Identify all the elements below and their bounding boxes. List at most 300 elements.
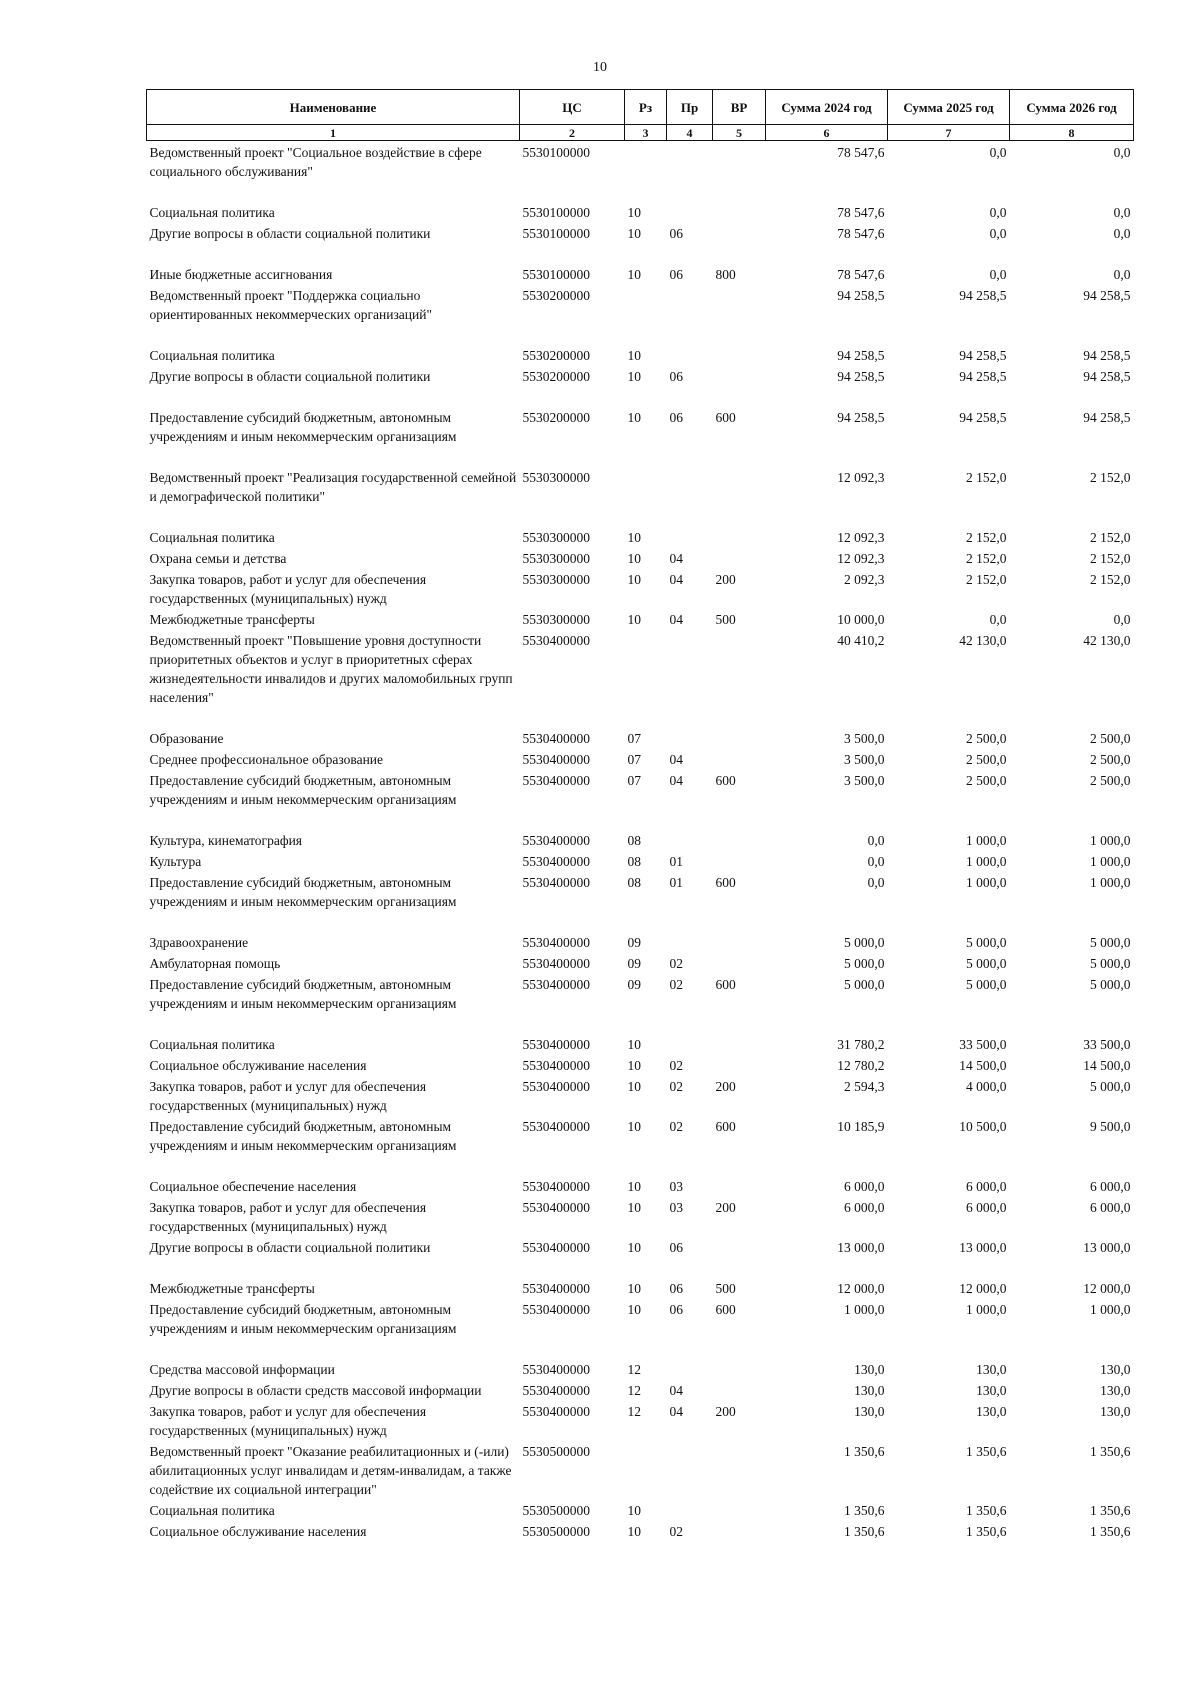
cell-cs: 5530400000: [522, 1037, 590, 1052]
cell-rz: 07: [627, 752, 641, 767]
cell-pr: [667, 201, 713, 222]
cell-sum-2026: 2 152,0: [1090, 530, 1131, 545]
table-row: [147, 608, 1134, 629]
cell-sum-2026: 42 130,0: [1083, 633, 1131, 648]
cell-name: Закупка товаров, работ и услуг для обеспечения государственных (муниципальных) нужд: [149, 1079, 427, 1113]
cell-name: Межбюджетные трансферты: [149, 612, 315, 627]
cell-sum-2025: 1 350,6: [966, 1524, 1007, 1539]
cell-vr: [713, 1175, 766, 1196]
cell-sum-2026: 130,0: [1100, 1404, 1131, 1419]
table-row: [147, 1520, 1134, 1541]
cell-sum-2024: 3 500,0: [844, 752, 885, 767]
cell-rz: 07: [627, 731, 641, 746]
cell-pr: 01: [669, 875, 683, 890]
cell-cs: 5530400000: [522, 1119, 590, 1134]
cell-sum-2025: 1 000,0: [966, 854, 1007, 869]
cell-sum-2026: 0,0: [1113, 205, 1131, 220]
cell-vr: 500: [715, 1281, 736, 1296]
cell-rz: 12: [627, 1383, 641, 1398]
cell-vr: 200: [715, 1079, 736, 1094]
cell-rz: 08: [627, 854, 641, 869]
cell-cs: 5530400000: [522, 1383, 590, 1398]
cell-sum-2025: 94 258,5: [959, 288, 1007, 303]
cell-vr: 600: [715, 1119, 736, 1134]
cell-rz: 10: [627, 348, 641, 363]
cell-cs: 5530100000: [522, 226, 590, 241]
cell-pr: 04: [669, 551, 683, 566]
cell-sum-2025: 0,0: [989, 267, 1007, 282]
cell-cs: 5530300000: [522, 612, 590, 627]
cell-cs: 5530400000: [522, 1302, 590, 1317]
cell-name: Социальная политика: [149, 1037, 275, 1052]
cell-vr: [713, 526, 766, 547]
cell-pr: [667, 526, 713, 547]
table-row: [147, 1115, 1134, 1175]
cell-name: Социальная политика: [149, 205, 275, 220]
cell-sum-2026: 2 152,0: [1090, 572, 1131, 587]
cell-sum-2026: 0,0: [1113, 267, 1131, 282]
cell-sum-2025: 0,0: [989, 205, 1007, 220]
cell-sum-2025: 130,0: [976, 1383, 1007, 1398]
cell-sum-2025: 33 500,0: [959, 1037, 1007, 1052]
cell-sum-2025: 13 000,0: [959, 1240, 1007, 1255]
cell-sum-2026: 9 500,0: [1090, 1119, 1131, 1134]
cell-cs: 5530100000: [522, 205, 590, 220]
table-row: [147, 769, 1134, 829]
cell-sum-2024: 94 258,5: [837, 369, 885, 384]
cell-sum-2025: 0,0: [989, 612, 1007, 627]
cell-sum-2024: 78 547,6: [837, 226, 885, 241]
table-row: [147, 568, 1134, 608]
table-row: [147, 466, 1134, 526]
cell-sum-2025: 12 000,0: [959, 1281, 1007, 1296]
cell-sum-2024: 1 350,6: [844, 1503, 885, 1518]
cell-name: Охрана семьи и детства: [149, 551, 287, 566]
cell-pr: 06: [669, 226, 683, 241]
cell-sum-2026: 5 000,0: [1090, 977, 1131, 992]
cell-cs: 5530200000: [522, 369, 590, 384]
cell-cs: 5530100000: [522, 267, 590, 282]
cell-rz: 12: [627, 1404, 641, 1419]
cell-cs: 5530400000: [522, 1362, 590, 1377]
cell-vr: [713, 141, 766, 202]
cell-cs: 5530200000: [522, 348, 590, 363]
cell-vr: 200: [715, 1404, 736, 1419]
cell-sum-2026: 0,0: [1113, 226, 1131, 241]
cell-sum-2025: 94 258,5: [959, 369, 1007, 384]
table-row: [147, 365, 1134, 406]
table-row: [147, 1499, 1134, 1520]
cell-sum-2024: 94 258,5: [837, 410, 885, 425]
column-number: 3: [625, 125, 667, 141]
table-row: [147, 344, 1134, 365]
cell-pr: 06: [669, 410, 683, 425]
cell-pr: 06: [669, 1281, 683, 1296]
page-number: 10: [593, 60, 607, 75]
cell-name: Предоставление субсидий бюджетным, автономным учреждениям и иным некоммерческим организациям: [149, 773, 457, 807]
cell-rz: [625, 284, 667, 344]
cell-sum-2026: 94 258,5: [1083, 369, 1131, 384]
cell-sum-2025: 2 152,0: [966, 530, 1007, 545]
cell-sum-2026: 1 000,0: [1090, 1302, 1131, 1317]
cell-name: Социальное обеспечение населения: [149, 1179, 357, 1194]
cell-pr: [667, 466, 713, 526]
cell-name: Социальная политика: [149, 1503, 275, 1518]
table-row: [147, 1075, 1134, 1115]
cell-name: Средства массовой информации: [149, 1362, 335, 1377]
cell-vr: [713, 1054, 766, 1075]
cell-sum-2026: 1 000,0: [1090, 854, 1131, 869]
cell-name: Культура, кинематография: [149, 833, 303, 848]
cell-rz: 09: [627, 977, 641, 992]
cell-sum-2024: 94 258,5: [837, 348, 885, 363]
cell-name: Предоставление субсидий бюджетным, автономным учреждениям и иным некоммерческим организациям: [149, 1119, 457, 1153]
cell-name: Предоставление субсидий бюджетным, автономным учреждениям и иным некоммерческим организациям: [149, 977, 457, 1011]
cell-rz: 07: [627, 773, 641, 788]
table-row: [147, 1358, 1134, 1379]
cell-cs: 5530400000: [522, 956, 590, 971]
cell-rz: 10: [627, 530, 641, 545]
table-row: [147, 1033, 1134, 1054]
cell-vr: [713, 344, 766, 365]
cell-sum-2025: 130,0: [976, 1362, 1007, 1377]
cell-vr: 200: [715, 572, 736, 587]
cell-pr: [667, 629, 713, 727]
cell-pr: [667, 1440, 713, 1499]
cell-sum-2024: 12 092,3: [837, 551, 885, 566]
cell-pr: 04: [669, 572, 683, 587]
cell-name: Иные бюджетные ассигнования: [149, 267, 333, 282]
cell-sum-2024: 6 000,0: [844, 1179, 885, 1194]
cell-sum-2026: 1 000,0: [1090, 875, 1131, 890]
table-row: [147, 1054, 1134, 1075]
cell-rz: 08: [627, 875, 641, 890]
cell-cs: 5530400000: [522, 1200, 590, 1215]
column-number: 7: [888, 125, 1010, 141]
cell-rz: 12: [627, 1362, 641, 1377]
cell-cs: 5530400000: [522, 935, 590, 950]
cell-sum-2024: 2 594,3: [844, 1079, 885, 1094]
header-rz: Рз: [625, 90, 667, 125]
cell-vr: [713, 1033, 766, 1054]
cell-sum-2026: 94 258,5: [1083, 288, 1131, 303]
cell-sum-2026: 2 152,0: [1090, 470, 1131, 485]
cell-pr: 06: [669, 369, 683, 384]
cell-cs: 5530400000: [522, 1240, 590, 1255]
cell-sum-2026: 13 000,0: [1083, 1240, 1131, 1255]
cell-vr: 200: [715, 1200, 736, 1215]
cell-pr: 04: [669, 612, 683, 627]
table-row: [147, 1236, 1134, 1277]
cell-cs: 5530300000: [522, 572, 590, 587]
cell-sum-2024: 130,0: [854, 1362, 885, 1377]
cell-sum-2026: 94 258,5: [1083, 410, 1131, 425]
cell-name: Амбулаторная помощь: [149, 956, 281, 971]
header-sum-2024: Сумма 2024 год: [766, 90, 888, 125]
table-row: [147, 748, 1134, 769]
cell-vr: 800: [715, 267, 736, 282]
cell-sum-2025: 2 152,0: [966, 551, 1007, 566]
cell-vr: [713, 931, 766, 952]
cell-sum-2025: 2 500,0: [966, 773, 1007, 788]
cell-sum-2026: 0,0: [1113, 145, 1131, 160]
cell-sum-2024: 5 000,0: [844, 935, 885, 950]
cell-sum-2024: 6 000,0: [844, 1200, 885, 1215]
cell-cs: 5530400000: [522, 1058, 590, 1073]
cell-cs: 5530400000: [522, 875, 590, 890]
cell-vr: [713, 201, 766, 222]
cell-rz: 10: [627, 410, 641, 425]
cell-sum-2024: 3 500,0: [844, 731, 885, 746]
cell-pr: 02: [669, 1079, 683, 1094]
table-row: [147, 201, 1134, 222]
cell-sum-2025: 2 500,0: [966, 731, 1007, 746]
column-number: 5: [713, 125, 766, 141]
cell-vr: 500: [715, 612, 736, 627]
table-row: [147, 1379, 1134, 1400]
cell-rz: 10: [627, 267, 641, 282]
cell-vr: 600: [715, 773, 736, 788]
cell-vr: [713, 727, 766, 748]
cell-rz: 10: [627, 1079, 641, 1094]
cell-rz: 09: [627, 956, 641, 971]
cell-sum-2026: 2 152,0: [1090, 551, 1131, 566]
cell-rz: 09: [627, 935, 641, 950]
cell-sum-2024: 0,0: [867, 854, 885, 869]
table-row: [147, 263, 1134, 284]
table-body: [147, 141, 1134, 1542]
cell-sum-2025: 2 500,0: [966, 752, 1007, 767]
cell-sum-2025: 1 350,6: [966, 1444, 1007, 1459]
cell-cs: 5530400000: [522, 854, 590, 869]
cell-sum-2026: 94 258,5: [1083, 348, 1131, 363]
cell-cs: 5530300000: [522, 530, 590, 545]
cell-cs: 5530500000: [522, 1524, 590, 1539]
table-row: [147, 629, 1134, 727]
table-row: [147, 871, 1134, 931]
cell-sum-2024: 13 000,0: [837, 1240, 885, 1255]
cell-sum-2026: 33 500,0: [1083, 1037, 1131, 1052]
table-row: [147, 931, 1134, 952]
cell-pr: 02: [669, 1119, 683, 1134]
cell-name: Другие вопросы в области социальной политики: [149, 1240, 431, 1255]
column-number: 1: [147, 125, 520, 141]
cell-rz: 10: [627, 1119, 641, 1134]
cell-rz: 10: [627, 1058, 641, 1073]
cell-name: Культура: [149, 854, 202, 869]
cell-name: Социальное обслуживание населения: [149, 1058, 367, 1073]
cell-sum-2024: 1 350,6: [844, 1524, 885, 1539]
cell-pr: 02: [669, 1058, 683, 1073]
cell-sum-2024: 0,0: [867, 833, 885, 848]
cell-sum-2026: 5 000,0: [1090, 935, 1131, 950]
cell-sum-2024: 0,0: [867, 875, 885, 890]
cell-sum-2025: 4 000,0: [966, 1079, 1007, 1094]
table-row: [147, 1175, 1134, 1196]
budget-table: [146, 89, 1134, 1541]
cell-vr: [713, 466, 766, 526]
cell-sum-2025: 130,0: [976, 1404, 1007, 1419]
cell-cs: 5530100000: [522, 145, 590, 160]
cell-sum-2025: 2 152,0: [966, 572, 1007, 587]
cell-name: Межбюджетные трансферты: [149, 1281, 315, 1296]
cell-vr: [713, 1520, 766, 1541]
cell-vr: [713, 1499, 766, 1520]
cell-name: Ведомственный проект "Повышение уровня доступности приоритетных объектов и услуг в приоритетных сферах жизнедеятельности инвалидов и других маломобильных групп населения": [149, 633, 513, 705]
cell-pr: [667, 1033, 713, 1054]
cell-rz: 10: [627, 1200, 641, 1215]
cell-pr: 02: [669, 956, 683, 971]
cell-rz: 10: [627, 1503, 641, 1518]
table-row: [147, 284, 1134, 344]
column-number: 2: [520, 125, 625, 141]
cell-sum-2024: 5 000,0: [844, 977, 885, 992]
cell-sum-2024: 12 000,0: [837, 1281, 885, 1296]
cell-pr: 03: [669, 1179, 683, 1194]
cell-sum-2025: 94 258,5: [959, 348, 1007, 363]
cell-vr: [713, 365, 766, 406]
cell-sum-2025: 10 500,0: [959, 1119, 1007, 1134]
cell-cs: 5530400000: [522, 1404, 590, 1419]
cell-vr: [713, 952, 766, 973]
cell-pr: 03: [669, 1200, 683, 1215]
cell-pr: [667, 1358, 713, 1379]
cell-sum-2024: 78 547,6: [837, 267, 885, 282]
cell-pr: 06: [669, 267, 683, 282]
cell-cs: 5530300000: [522, 470, 590, 485]
cell-cs: 5530400000: [522, 977, 590, 992]
cell-pr: [667, 141, 713, 202]
cell-rz: [625, 141, 667, 202]
cell-rz: [625, 629, 667, 727]
cell-cs: 5530400000: [522, 833, 590, 848]
cell-name: Среднее профессиональное образование: [149, 752, 384, 767]
cell-name: Другие вопросы в области средств массовой информации: [149, 1383, 482, 1398]
cell-sum-2026: 2 500,0: [1090, 731, 1131, 746]
cell-pr: [667, 1499, 713, 1520]
cell-vr: 600: [715, 977, 736, 992]
cell-name: Закупка товаров, работ и услуг для обеспечения государственных (муниципальных) нужд: [149, 572, 427, 606]
header-row: [147, 90, 1134, 125]
cell-sum-2024: 5 000,0: [844, 956, 885, 971]
cell-pr: [667, 829, 713, 850]
cell-rz: 10: [627, 612, 641, 627]
cell-name: Предоставление субсидий бюджетным, автономным учреждениям и иным некоммерческим организациям: [149, 410, 457, 444]
cell-sum-2024: 12 780,2: [837, 1058, 885, 1073]
cell-cs: 5530400000: [522, 1079, 590, 1094]
cell-name: Социальное обслуживание населения: [149, 1524, 367, 1539]
cell-sum-2026: 6 000,0: [1090, 1200, 1131, 1215]
cell-pr: [667, 931, 713, 952]
cell-name: Образование: [149, 731, 224, 746]
cell-name: Ведомственный проект "Оказание реабилитационных и (-или) абилитационных услуг инвалидам и детям-инвалидам, а также содействие их социальной интеграции": [149, 1444, 512, 1497]
table-row: [147, 1277, 1134, 1298]
cell-name: Социальная политика: [149, 530, 275, 545]
cell-pr: 04: [669, 1404, 683, 1419]
cell-sum-2026: 130,0: [1100, 1362, 1131, 1377]
cell-sum-2024: 31 780,2: [837, 1037, 885, 1052]
cell-vr: 600: [715, 410, 736, 425]
cell-vr: [713, 1379, 766, 1400]
header-sum-2025: Сумма 2025 год: [888, 90, 1010, 125]
cell-rz: 10: [627, 551, 641, 566]
column-number: 6: [766, 125, 888, 141]
cell-cs: 5530500000: [522, 1503, 590, 1518]
cell-vr: [713, 1440, 766, 1499]
cell-rz: 10: [627, 1302, 641, 1317]
cell-sum-2026: 14 500,0: [1083, 1058, 1131, 1073]
cell-name: Ведомственный проект "Социальное воздействие в сфере социального обслуживания": [149, 145, 482, 179]
cell-sum-2024: 130,0: [854, 1383, 885, 1398]
table-row: [147, 952, 1134, 973]
cell-vr: 600: [715, 1302, 736, 1317]
cell-cs: 5530500000: [522, 1444, 590, 1459]
cell-cs: 5530400000: [522, 752, 590, 767]
cell-name: Предоставление субсидий бюджетным, автономным учреждениям и иным некоммерческим организациям: [149, 875, 457, 909]
cell-pr: 04: [669, 752, 683, 767]
cell-name: Ведомственный проект "Поддержка социально ориентированных некоммерческих организаций": [149, 288, 432, 322]
cell-sum-2024: 78 547,6: [837, 205, 885, 220]
cell-rz: 10: [627, 1240, 641, 1255]
cell-sum-2024: 3 500,0: [844, 773, 885, 788]
cell-sum-2025: 1 000,0: [966, 833, 1007, 848]
table-row: [147, 141, 1134, 202]
cell-rz: 10: [627, 1281, 641, 1296]
cell-sum-2025: 5 000,0: [966, 935, 1007, 950]
table-row: [147, 1400, 1134, 1440]
table-row: [147, 222, 1134, 263]
cell-pr: [667, 344, 713, 365]
table-row: [147, 406, 1134, 466]
cell-sum-2024: 1 000,0: [844, 1302, 885, 1317]
cell-sum-2025: 94 258,5: [959, 410, 1007, 425]
cell-vr: [713, 222, 766, 263]
column-number-row: [147, 125, 1134, 141]
cell-pr: [667, 727, 713, 748]
cell-sum-2026: 1 000,0: [1090, 833, 1131, 848]
cell-sum-2024: 10 185,9: [837, 1119, 885, 1134]
cell-sum-2024: 12 092,3: [837, 530, 885, 545]
cell-rz: 08: [627, 833, 641, 848]
cell-sum-2026: 2 500,0: [1090, 773, 1131, 788]
cell-sum-2025: 6 000,0: [966, 1200, 1007, 1215]
table-row: [147, 850, 1134, 871]
cell-sum-2025: 1 000,0: [966, 875, 1007, 890]
cell-pr: 04: [669, 773, 683, 788]
cell-sum-2026: 1 350,6: [1090, 1524, 1131, 1539]
cell-pr: 04: [669, 1383, 683, 1398]
cell-name: Здравоохранение: [149, 935, 249, 950]
cell-name: Закупка товаров, работ и услуг для обеспечения государственных (муниципальных) нужд: [149, 1404, 427, 1438]
cell-vr: 600: [715, 875, 736, 890]
cell-sum-2026: 1 350,6: [1090, 1503, 1131, 1518]
cell-vr: [713, 284, 766, 344]
cell-sum-2026: 1 350,6: [1090, 1444, 1131, 1459]
cell-sum-2026: 5 000,0: [1090, 1079, 1131, 1094]
cell-sum-2025: 1 350,6: [966, 1503, 1007, 1518]
table-row: [147, 727, 1134, 748]
cell-rz: 10: [627, 1037, 641, 1052]
cell-sum-2025: 6 000,0: [966, 1179, 1007, 1194]
cell-vr: [713, 748, 766, 769]
cell-sum-2024: 78 547,6: [837, 145, 885, 160]
cell-sum-2026: 0,0: [1113, 612, 1131, 627]
header-name: Наименование: [147, 90, 520, 125]
cell-rz: 10: [627, 1179, 641, 1194]
header-pr: Пр: [667, 90, 713, 125]
cell-sum-2024: 40 410,2: [837, 633, 885, 648]
cell-name: Другие вопросы в области социальной политики: [149, 369, 431, 384]
